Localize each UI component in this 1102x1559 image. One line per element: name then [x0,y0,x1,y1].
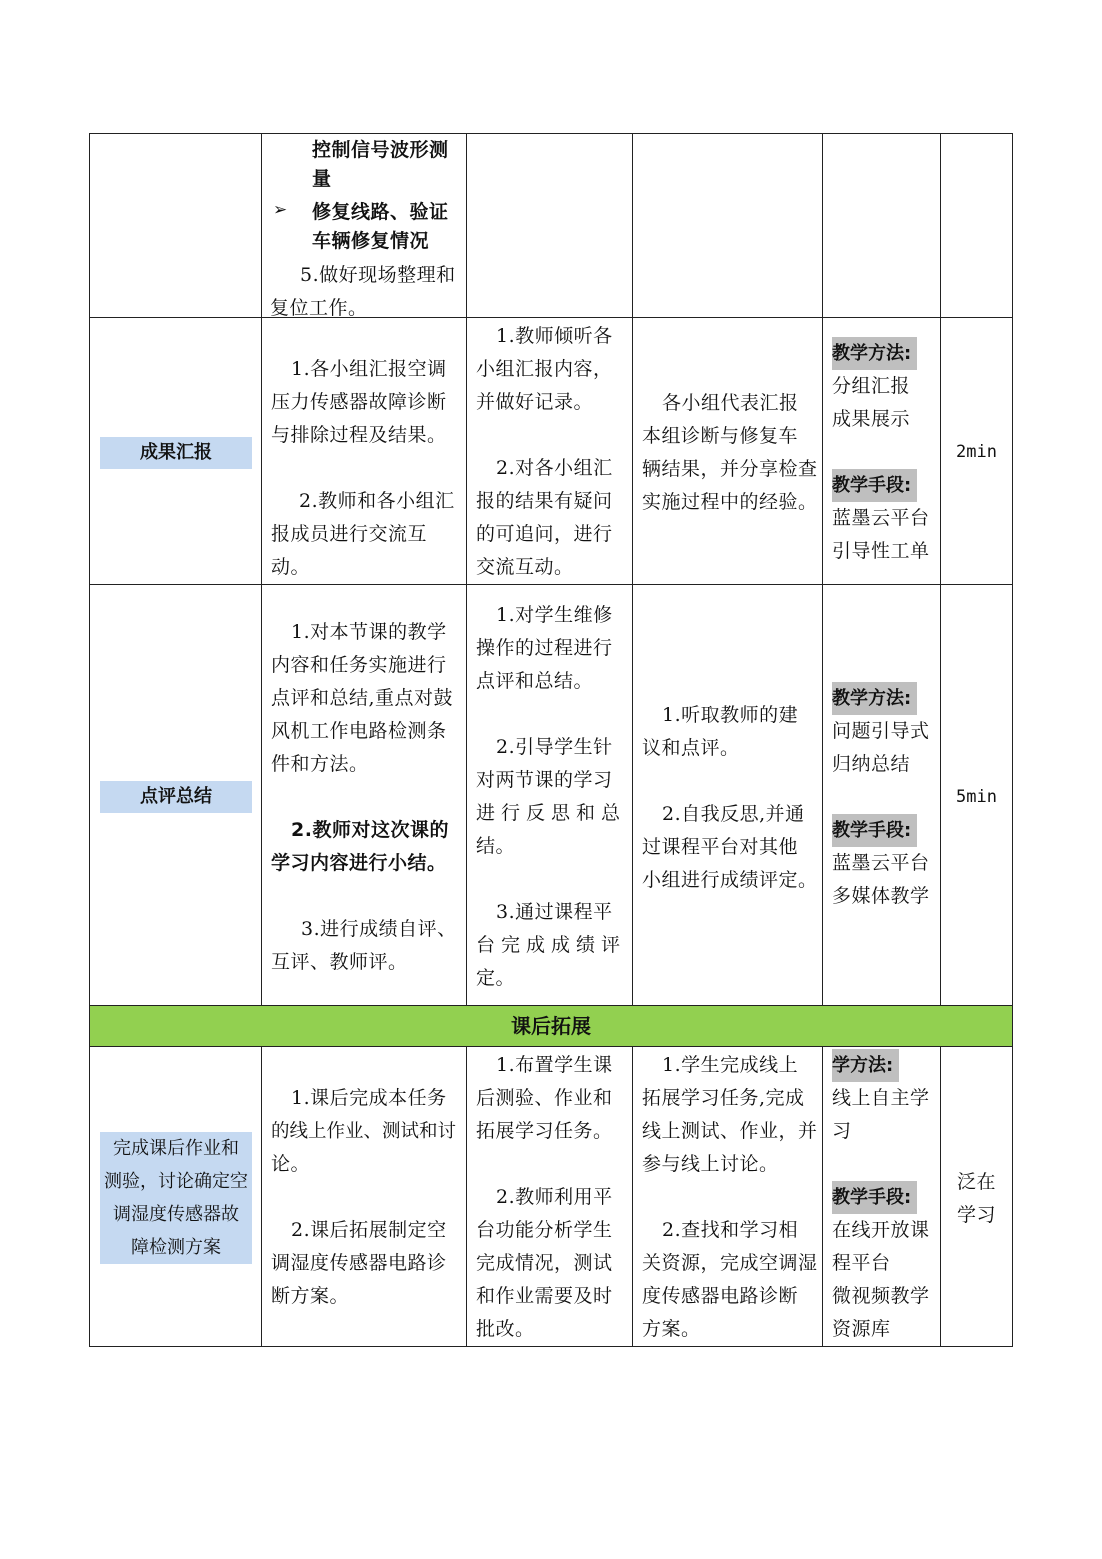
content-line: 修复线路、验证 [312,201,449,223]
col-divider [822,133,823,1006]
content-line: 1.课后完成本任务 [291,1087,447,1109]
review-method-cell [832,682,937,913]
content-line: 参与线上讨论。 [642,1153,779,1175]
content-line: 批改。 [476,1318,535,1340]
content-line: 学习内容进行小结。 [271,852,447,874]
content-line: 蓝墨云平台 [832,507,930,529]
arrow-bullet-icon: ➢ [273,200,288,220]
extend-time-cell [957,1166,1007,1232]
content-line: 多媒体教学 [832,885,930,907]
section-header-after-class: 课后拓展 [90,1006,1012,1046]
content-line: 互评、教师评。 [271,951,408,973]
content-line: 交流互动。 [476,556,574,578]
content-line: 定。 [476,967,516,989]
content-line: 复位工作。 [270,297,368,319]
col-divider [940,1046,941,1347]
content-line: 结。 [476,835,516,857]
content-line: 进行反思和总 [476,802,627,824]
content-line: 报成员进行交流互动。 [271,523,428,578]
content-line: 量 [312,168,332,190]
content-line: 调湿度传感器电路诊 [271,1252,447,1274]
stage-line: 完成课后作业和 [113,1138,239,1159]
content-line: 泛在 [957,1171,997,1193]
content-line: 小组进行成绩评定。 [642,869,818,891]
content-line: 习 [832,1120,852,1142]
content-line: 的线上作业、测试和讨 [271,1121,457,1142]
content-line: 小组汇报内容， [476,358,613,380]
content-line: 归纳总结 [832,753,911,775]
report-teacher-cell [476,320,628,584]
means-label: 教学手段: [832,1181,917,1214]
content-line: 压力传感器故障诊断 [271,391,447,413]
content-line: 1.布置学生课 [496,1054,613,1076]
content-line: 1.对学生维修 [496,604,613,626]
review-teacher-cell [476,599,628,995]
content-line: 学习 [957,1204,997,1226]
content-line: 3.进行成绩自评、 [301,918,457,940]
content-line: 2.对各小组汇 [496,457,613,479]
content-line: 议和点评。 [642,737,740,759]
content-line: 内容和任务实施进行 [271,654,447,676]
content-line: 度传感器电路诊断 [642,1285,799,1307]
means-label: 教学手段: [832,814,917,847]
col-divider [632,1046,633,1347]
content-line: 3.通过课程平 [496,901,613,923]
content-line: 台完成成绩评 [476,934,627,956]
content-line: 问题引导式 [832,720,930,742]
content-line: 1.听取教师的建 [662,704,799,726]
content-line: 拓展学习任务。 [476,1120,613,1142]
content-line: 与排除过程及结果。 [271,424,447,446]
content-line: 实施过程中的经验。 [642,491,818,513]
content-line: 微视频教学 [832,1285,930,1307]
content-line: 1.学生完成线上 [662,1054,799,1076]
report-content-cell [271,353,461,584]
content-line: 2.教师对这次课的 [291,819,449,841]
table-border-left [89,133,90,1347]
content-line: 的可追问，进行 [476,523,613,545]
content-line: 操作的过程进行 [476,637,613,659]
content-line: 对两节课的学习 [476,769,613,791]
content-line: 2.课后拓展制定空 [291,1219,447,1241]
content-line: 2.教师利用平 [496,1186,613,1208]
content-line: 并做好记录。 [476,391,594,413]
content-line: 2.查找和学习相 [662,1219,799,1241]
content-line: 蓝墨云平台 [832,852,930,874]
review-student-cell [642,699,820,897]
content-line: 台功能分析学生 [476,1219,613,1241]
extend-teacher-cell [476,1049,628,1346]
content-line: 拓展学习任务,完成 [642,1087,805,1109]
report-method-cell [832,337,937,568]
content-line: 成果展示 [832,408,911,430]
content-line: 2.教师和各小组汇 [299,490,455,512]
content-line: 报的结果有疑问 [476,490,613,512]
content-line: 点评和总结。 [476,670,594,692]
content-line: 1.教师倾听各 [496,325,613,347]
method-label: 教学方法: [832,682,917,715]
method-label: 教学方法: [832,337,917,370]
continued-content-cell [270,134,462,325]
report-time: 2min [956,442,997,462]
content-line: 线上测试、作业，并 [642,1120,818,1142]
col-divider [822,1046,823,1347]
col-divider [466,133,467,1006]
content-line: 2.引导学生针 [496,736,613,758]
content-line: 点评和总结,重点对鼓 [271,687,454,709]
content-line: 1.对本节课的教学 [291,621,447,643]
row-divider [89,317,1013,318]
content-line: 件和方法。 [271,753,369,775]
review-content-cell [271,616,461,979]
extend-method-cell [832,1049,937,1346]
col-divider [940,133,941,1006]
content-line: 控制信号波形测 [312,139,449,161]
col-divider [632,133,633,1006]
stage-line: 障检测方案 [131,1237,221,1258]
report-student-cell [642,387,820,519]
col-divider [261,1046,262,1347]
review-time: 5min [956,787,997,807]
content-line: 在线开放课 [832,1219,930,1241]
means-label: 教学手段: [832,469,917,502]
content-line: 辆结果，并分享检查 [642,458,818,480]
stage-label-review: 点评总结 [100,781,252,813]
table-border-bottom [89,1346,1013,1347]
stage-label-report: 成果汇报 [100,437,252,469]
extend-student-cell [642,1049,820,1346]
row-divider [89,584,1013,585]
table-border-top [89,133,1013,134]
content-line: 过课程平台对其他 [642,836,799,858]
content-line: 2.自我反思,并通 [662,803,805,825]
col-divider [261,133,262,1006]
content-line: 后测验、作业和 [476,1087,613,1109]
content-line: 车辆修复情况 [312,230,430,252]
content-line: 引导性工单 [832,540,930,562]
content-line: 程平台 [832,1252,891,1274]
content-line: 关资源，完成空调湿 [642,1252,818,1274]
stage-line: 调湿度传感器故 [113,1204,239,1225]
table-border-right [1012,133,1013,1347]
row-divider [89,1046,1013,1047]
method-label: 学方法: [832,1049,899,1082]
extend-content-cell [271,1082,461,1313]
content-line: 本组诊断与修复车 [642,425,799,447]
content-line: 方案。 [642,1318,701,1340]
content-line: 各小组代表汇报 [662,392,799,414]
content-line: 1.各小组汇报空调 [291,358,447,380]
content-line: 风机工作电路检测条 [271,720,447,742]
content-line: 断方案。 [271,1285,350,1307]
content-line: 和作业需要及时 [476,1285,613,1307]
stage-line: 测验，讨论确定空 [104,1171,248,1192]
col-divider [466,1046,467,1347]
content-line: 线上自主学 [832,1087,930,1109]
content-line: 5.做好现场整理和 [300,264,456,286]
content-line: 完成情况，测试 [476,1252,613,1274]
content-line: 分组汇报 [832,375,911,397]
content-line: 资源库 [832,1318,891,1340]
content-line: 论。 [271,1153,311,1175]
stage-label-extend [100,1132,252,1264]
